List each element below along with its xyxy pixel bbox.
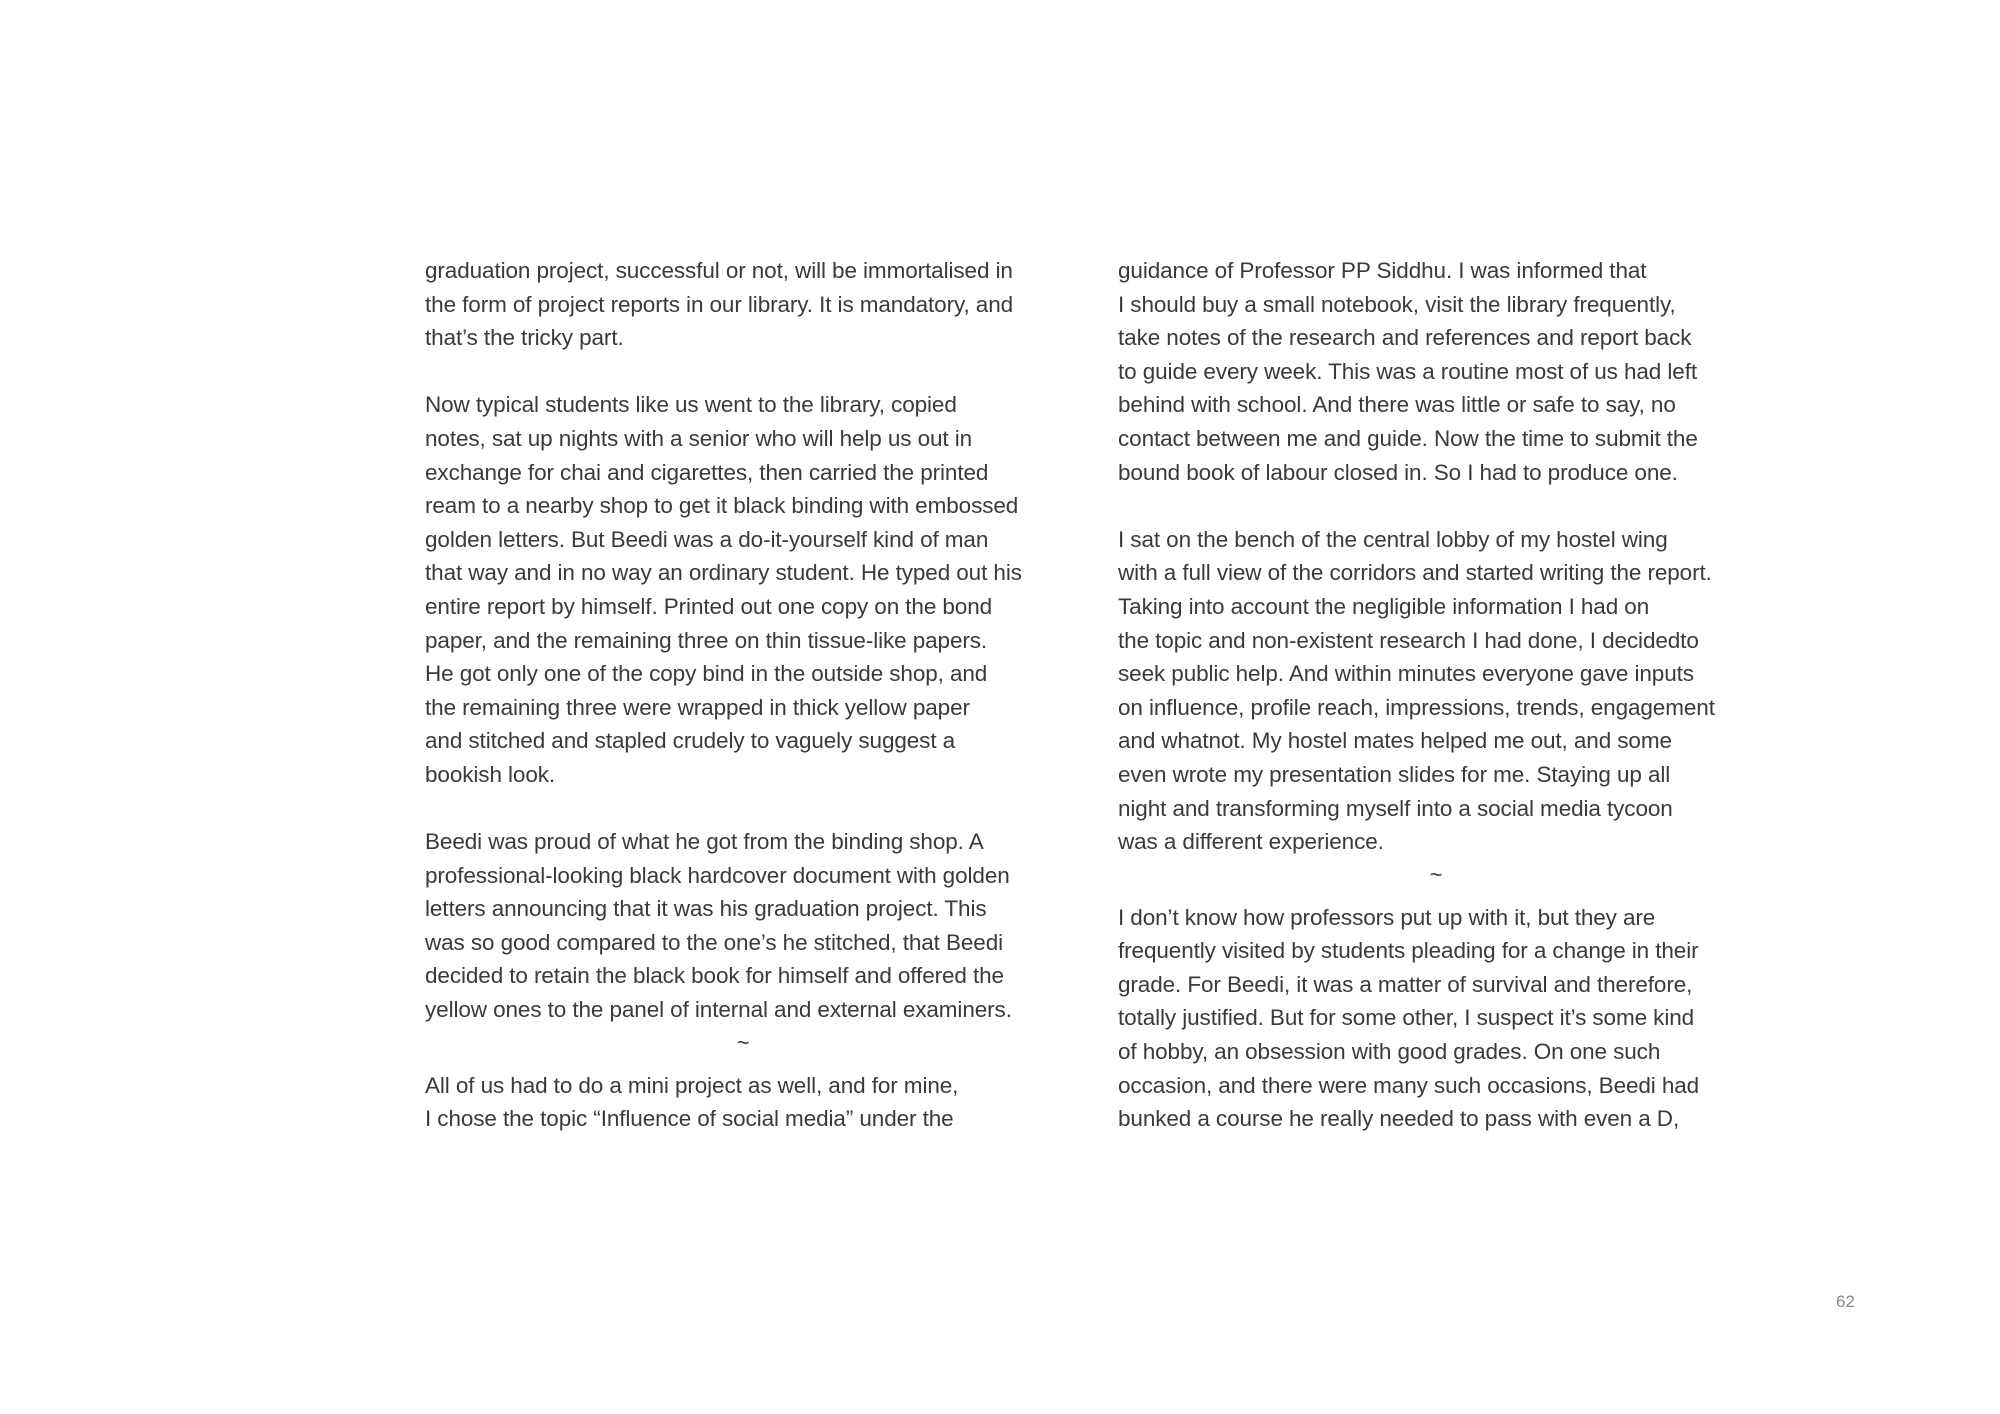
text-line: and stitched and stapled crudely to vaguely suggest a: [425, 728, 956, 754]
text-line: bunked a course he really needed to pass with even a D,: [1118, 1106, 1680, 1132]
right-text-column: [1118, 254, 1778, 1136]
text-line: guidance of Professor PP Siddhu. I was informed that: [1118, 258, 1647, 283]
section-separator: ~: [1429, 861, 1443, 887]
text-line: paper, and the remaining three on thin tissue-like papers.: [425, 627, 988, 653]
text-line: the form of project reports in our library. It is mandatory, and: [425, 291, 1014, 317]
text-line: with a full view of the corridors and started writing the report.: [1118, 560, 1712, 586]
text-line: bound book of labour closed in. So I had to produce one.: [1118, 459, 1678, 485]
text-line: I should buy a small notebook, visit the library frequently,: [1118, 291, 1676, 317]
text-line: the remaining three were wrapped in thick yellow paper: [425, 694, 970, 720]
text-line: golden letters. But Beedi was a do-it-yourself kind of man: [425, 526, 989, 552]
text-line: Beedi was proud of what he got from the binding shop. A: [425, 829, 984, 855]
text-line: contact between me and guide. Now the time to submit the: [1118, 425, 1698, 451]
text-line: the topic and non-existent research I had done, I decidedto: [1118, 627, 1699, 653]
text-line: grade. For Beedi, it was a matter of survival and therefore,: [1118, 971, 1693, 997]
text-line: He got only one of the copy bind in the outside shop, and: [425, 661, 988, 687]
text-line: professional-looking black hardcover document with golden: [425, 862, 1010, 888]
text-line: to guide every week. This was a routine most of us had left: [1118, 358, 1697, 384]
text-line: I don’t know how professors put up with it, but they are: [1118, 904, 1656, 930]
text-line: of hobby, an obsession with good grades. On one such: [1118, 1039, 1661, 1065]
section-separator: ~: [736, 1029, 750, 1055]
text-line: exchange for chai and cigarettes, then carried the printed: [425, 459, 989, 485]
text-line: ream to a nearby shop to get it black binding with embossed: [425, 493, 1019, 519]
text-line: I sat on the bench of the central lobby of my hostel wing: [1118, 526, 1668, 552]
text-line: take notes of the research and references and report back: [1118, 325, 1692, 351]
text-line: frequently visited by students pleading for a change in their: [1118, 938, 1699, 964]
text-line: was so good compared to the one’s he stitched, that Beedi: [425, 929, 1004, 955]
paragraph: [1118, 254, 1778, 489]
text-line: bookish look.: [425, 761, 556, 787]
text-line: Taking into account the negligible information I had on: [1118, 593, 1650, 619]
text-line: I chose the topic “Influence of social media” under the: [425, 1106, 954, 1132]
text-line: and whatnot. My hostel mates helped me out, and some: [1118, 728, 1672, 754]
text-line: yellow ones to the panel of internal and external examiners.: [425, 997, 1012, 1023]
text-line: seek public help. And within minutes everyone gave inputs: [1118, 661, 1694, 687]
text-line: that way and in no way an ordinary student. He typed out his: [425, 560, 1022, 586]
text-line: was a different experience.: [1118, 829, 1384, 855]
text-line: Now typical students like us went to the library, copied: [425, 392, 957, 418]
text-line: occasion, and there were many such occasions, Beedi had: [1118, 1072, 1700, 1098]
text-line: totally justified. But for some other, I suspect it’s some kind: [1118, 1005, 1695, 1031]
text-line: All of us had to do a mini project as well, and for mine,: [425, 1072, 959, 1098]
text-line: notes, sat up nights with a senior who will help us out in: [425, 425, 973, 451]
paragraph: [1118, 901, 1778, 1136]
paragraph-gap: [425, 792, 1085, 826]
paragraph: [425, 1069, 1085, 1136]
paragraph-gap: [425, 355, 1085, 389]
text-line: on influence, profile reach, impressions, trends, engagement: [1118, 694, 1715, 720]
paragraph: [425, 388, 1085, 791]
text-line: that’s the tricky part.: [425, 325, 624, 351]
text-line: letters announcing that it was his graduation project. This: [425, 896, 987, 922]
text-line: night and transforming myself into a social media tycoon: [1118, 795, 1673, 821]
page-number: 62: [1836, 1292, 1855, 1311]
paragraph: [425, 825, 1085, 1027]
paragraph-gap: [1118, 489, 1778, 523]
left-text-column: [425, 254, 1085, 1136]
paragraph: [1118, 523, 1778, 859]
text-line: decided to retain the black book for himself and offered the: [425, 963, 1004, 989]
text-line: behind with school. And there was little or safe to say, no: [1118, 392, 1676, 418]
text-line: entire report by himself. Printed out one copy on the bond: [425, 593, 993, 619]
paragraph: [425, 254, 1085, 355]
text-line: graduation project, successful or not, will be immortalised in: [425, 258, 1013, 283]
text-line: even wrote my presentation slides for me. Staying up all: [1118, 761, 1671, 787]
